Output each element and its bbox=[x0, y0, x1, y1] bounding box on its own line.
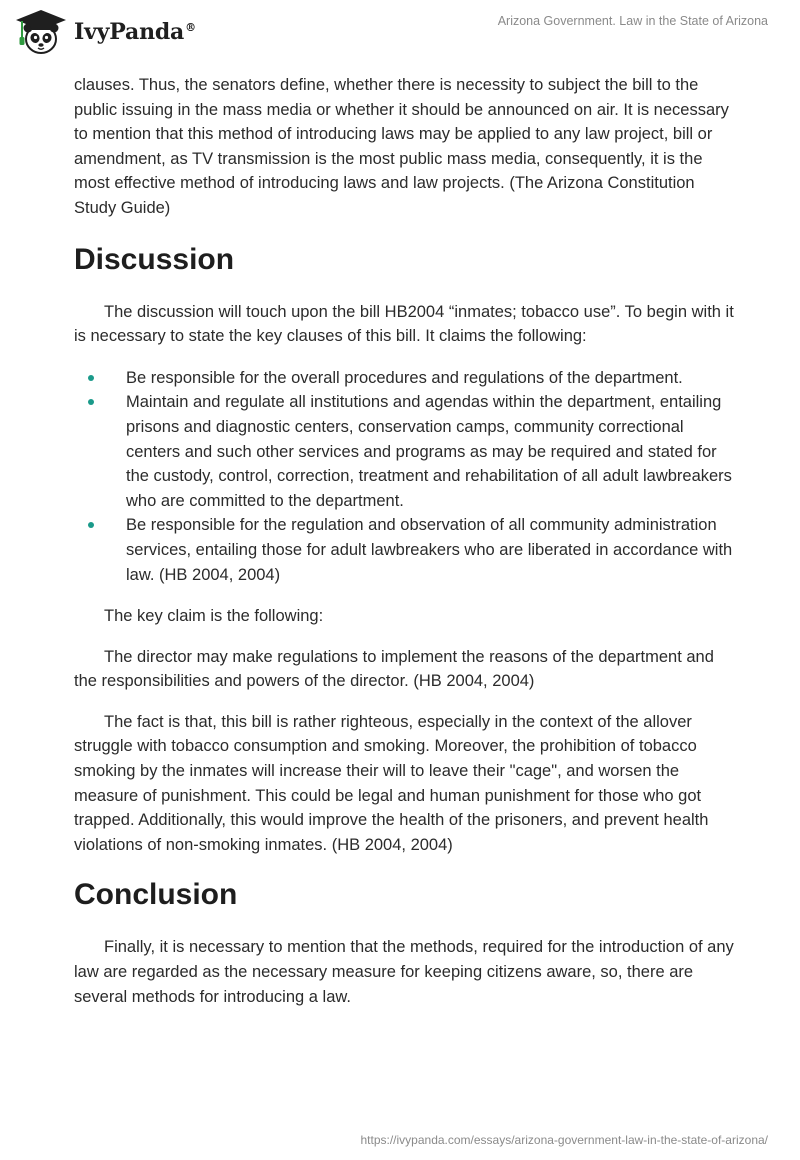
list-item: Be responsible for the overall procedures and regulations of the department. bbox=[74, 366, 734, 391]
discussion-paragraph-2: The key claim is the following: bbox=[104, 607, 324, 626]
essay-body bbox=[74, 73, 734, 1009]
conclusion-heading: Conclusion bbox=[74, 878, 238, 912]
bill-clauses-list bbox=[74, 366, 734, 587]
document-title: Arizona Government. Law in the State of Arizona bbox=[497, 14, 768, 28]
bullet-icon bbox=[88, 399, 94, 405]
source-url[interactable]: https://ivypanda.com/essays/arizona-government-law-in-the-state-of-arizona/ bbox=[360, 1133, 768, 1147]
list-item: Maintain and regulate all institutions and agendas within the department, entailing prisons and diagnostic centers, conservation camps, community correctional centers and such other services and programs as may be required and stated for the custody, control, correction, treatment and rehabilitation of all adult lawbreakers who are committed to the department. bbox=[74, 390, 734, 513]
logo-text: IvyPanda® bbox=[74, 19, 196, 45]
discussion-paragraph-1: The discussion will touch upon the bill HB2004 “inmates; tobacco use”. To begin with it is necessary to state the key clauses of this bill. It claims the following: bbox=[74, 302, 734, 346]
intro-paragraph: clauses. Thus, the senators define, whether there is necessity to subject the bill to the public issuing in the mass media or whether it should be announced on air. It is necessary to mention that this method of introducing laws may be applied to any law project, bill or amendment, as TV transmission is the most public mass media, consequently, it is the most effective method of introducing laws and law projects. (The Arizona Constitution Study Guide) bbox=[74, 76, 729, 217]
conclusion-paragraph: Finally, it is necessary to mention that the methods, required for the introduction of any law are regarded as the necessary measure for keeping citizens aware, so, there are several methods for introducing a law. bbox=[74, 938, 734, 1006]
ivypanda-logo[interactable] bbox=[14, 8, 196, 56]
discussion-paragraph-3: The director may make regulations to implement the reasons of the department and the responsibilities and powers of the director. (HB 2004, 2004) bbox=[74, 647, 714, 691]
discussion-heading: Discussion bbox=[74, 242, 235, 276]
page-header bbox=[0, 0, 800, 68]
discussion-paragraph-4: The fact is that, this bill is rather righteous, especially in the context of the allover struggle with tobacco consumption and smoking. Moreover, the prohibition of tobacco smoking by the inmates will increase their will to leave their "cage", and worsen the measure of punishment. This could be legal and human punishment for those who got trapped. Additionally, this would improve the health of the prisoners, and prevent health violations of non-smoking inmates. (HB 2004, 2004) bbox=[74, 712, 709, 854]
bullet-icon bbox=[88, 522, 94, 528]
panda-graduate-icon bbox=[14, 8, 68, 56]
list-item: Be responsible for the regulation and observation of all community administration services, entailing those for adult lawbreakers who are liberated in accordance with law. (HB 2004, 2004) bbox=[74, 513, 734, 587]
bullet-icon bbox=[88, 375, 94, 381]
